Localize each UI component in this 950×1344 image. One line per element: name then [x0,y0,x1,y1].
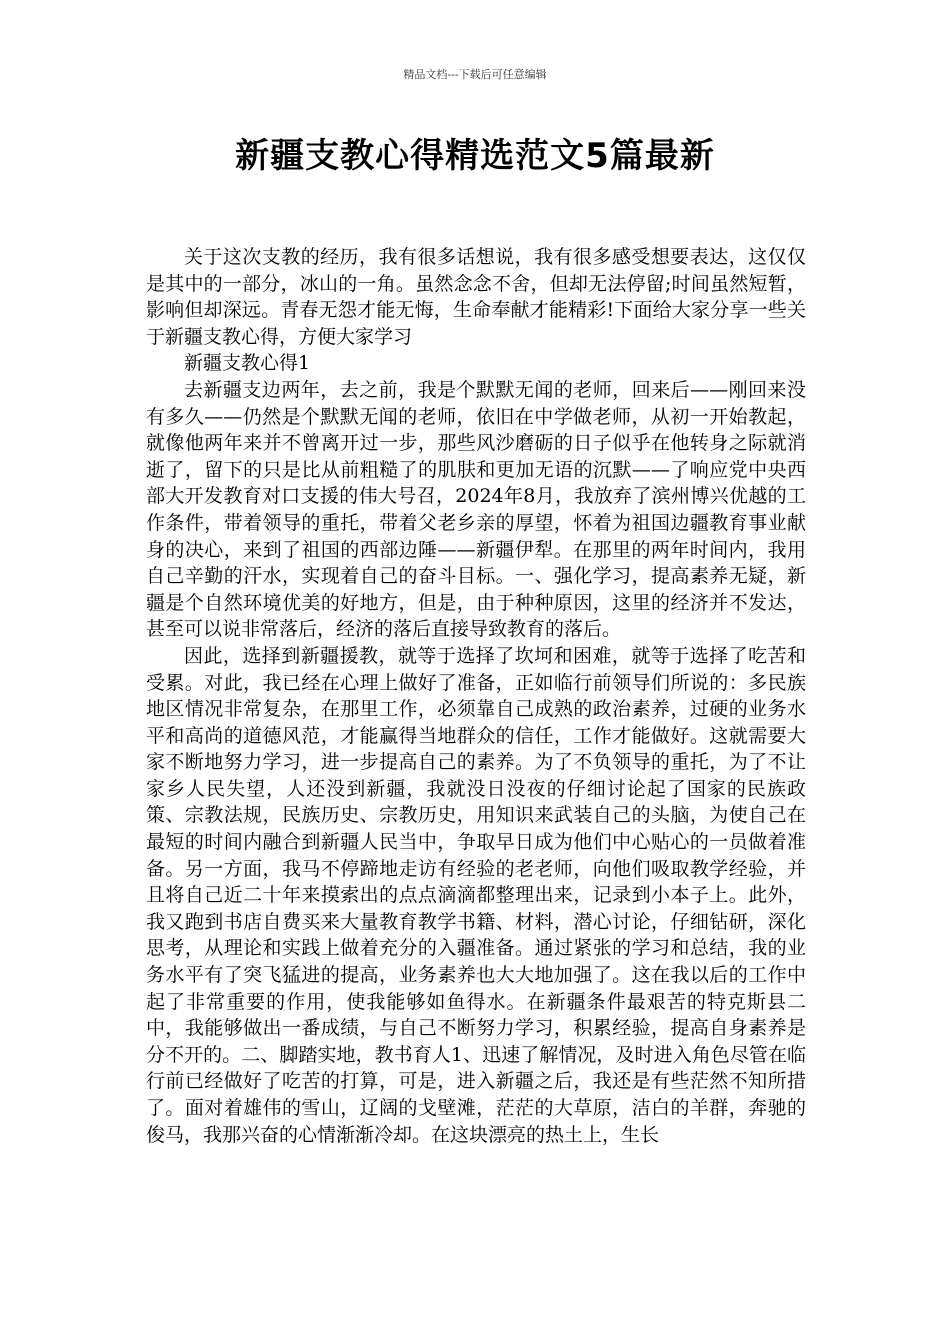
document-title: 新疆支教心得精选范文5篇最新 [235,136,715,176]
intro-paragraph: 关于这次支教的经历，我有很多话想说，我有很多感受想要表达，这仅仅是其中的一部分，冰山的一角。虽然念念不舍，但却无法停留;时间虽然短暂，影响但却深远。青春无怨才能无悔，生命奉献才能精彩!下面给大家分享一些关于新疆支教心得，方便大家学习 [146,246,806,348]
body-paragraph: 去新疆支边两年，去之前，我是个默默无闻的老师，回来后——刚回来没有多久——仍然是个默默无闻的老师，依旧在中学做老师，从初一开始教起，就像他两年来并不曾离开过一步，那些风沙磨砺的日子似乎在他转身之际就消逝了，留下的只是比从前粗糙了的肌肤和更加无语的沉默——了响应党中央西部大开发教育对口支援的伟大号召，2024年8月，我放弃了滨州博兴优越的工作条件，带着领导的重托，带着父老乡亲的厚望，怀着为祖国边疆教育事业献身的决心，来到了祖国的西部边陲——新疆伊犁。在那里的两年时间内，我用自己辛勤的汗水，实现着自己的奋斗目标。一、强化学习，提高素养无疑，新疆是个自然环境优美的好地方，但是，由于种种原因，这里的经济并不发达，甚至可以说非常落后，经济的落后直接导致教育的落后。 [146,378,806,641]
body-paragraph: 因此，选择到新疆援教，就等于选择了坎坷和困难，就等于选择了吃苦和受累。对此，我已经在心理上做好了准备，正如临行前领导们所说的：多民族地区情况非常复杂，在那里工作，必须靠自己成熟的政治素养，过硬的业务水平和高尚的道德风范，才能赢得当地群众的信任，工作才能做好。这就需要大家不断地努力学习，进一步提高自己的素养。为了不负领导的重托，为了不让家乡人民失望，人还没到新疆，我就没日没夜的仔细讨论起了国家的民族政策、宗教法规，民族历史、宗教历史，用知识来武装自己的头脑，为使自己在最短的时间内融合到新疆人民当中，争取早日成为他们中心贴心的一员做着准备。另一方面，我马不停蹄地走访有经验的老老师，向他们吸取教学经验，并且将自己近二十年来摸索出的点点滴滴都整理出来，记录到小本子上。此外，我又跑到书店自费买来大量教育教学书籍、材料，潜心讨论，仔细钻研，深化思考，从理论和实践上做着充分的入疆准备。通过紧张的学习和总结，我的业务水平有了突飞猛进的提高，业务素养也大大地加强了。这在我以后的工作中起了非常重要的作用，使我能够如鱼得水。在新疆条件最艰苦的特克斯县二中，我能够做出一番成绩，与自己不断努力学习，积累经验，提高自身素养是分不开的。二、脚踏实地，教书育人1、迅速了解情况，及时进入角色尽管在临行前已经做好了吃苦的打算，可是，进入新疆之后，我还是有些茫然不知所措了。面对着雄伟的雪山，辽阔的戈壁滩，茫茫的大草原，洁白的羊群，奔驰的俊马，我那兴奋的心情渐渐冷却。在这块漂亮的热土上，生长 [146,644,806,1146]
section-heading: 新疆支教心得1 [184,352,311,375]
header-note: 精品文档---下载后可任意编辑 [403,68,547,81]
document-body [146,244,806,1148]
